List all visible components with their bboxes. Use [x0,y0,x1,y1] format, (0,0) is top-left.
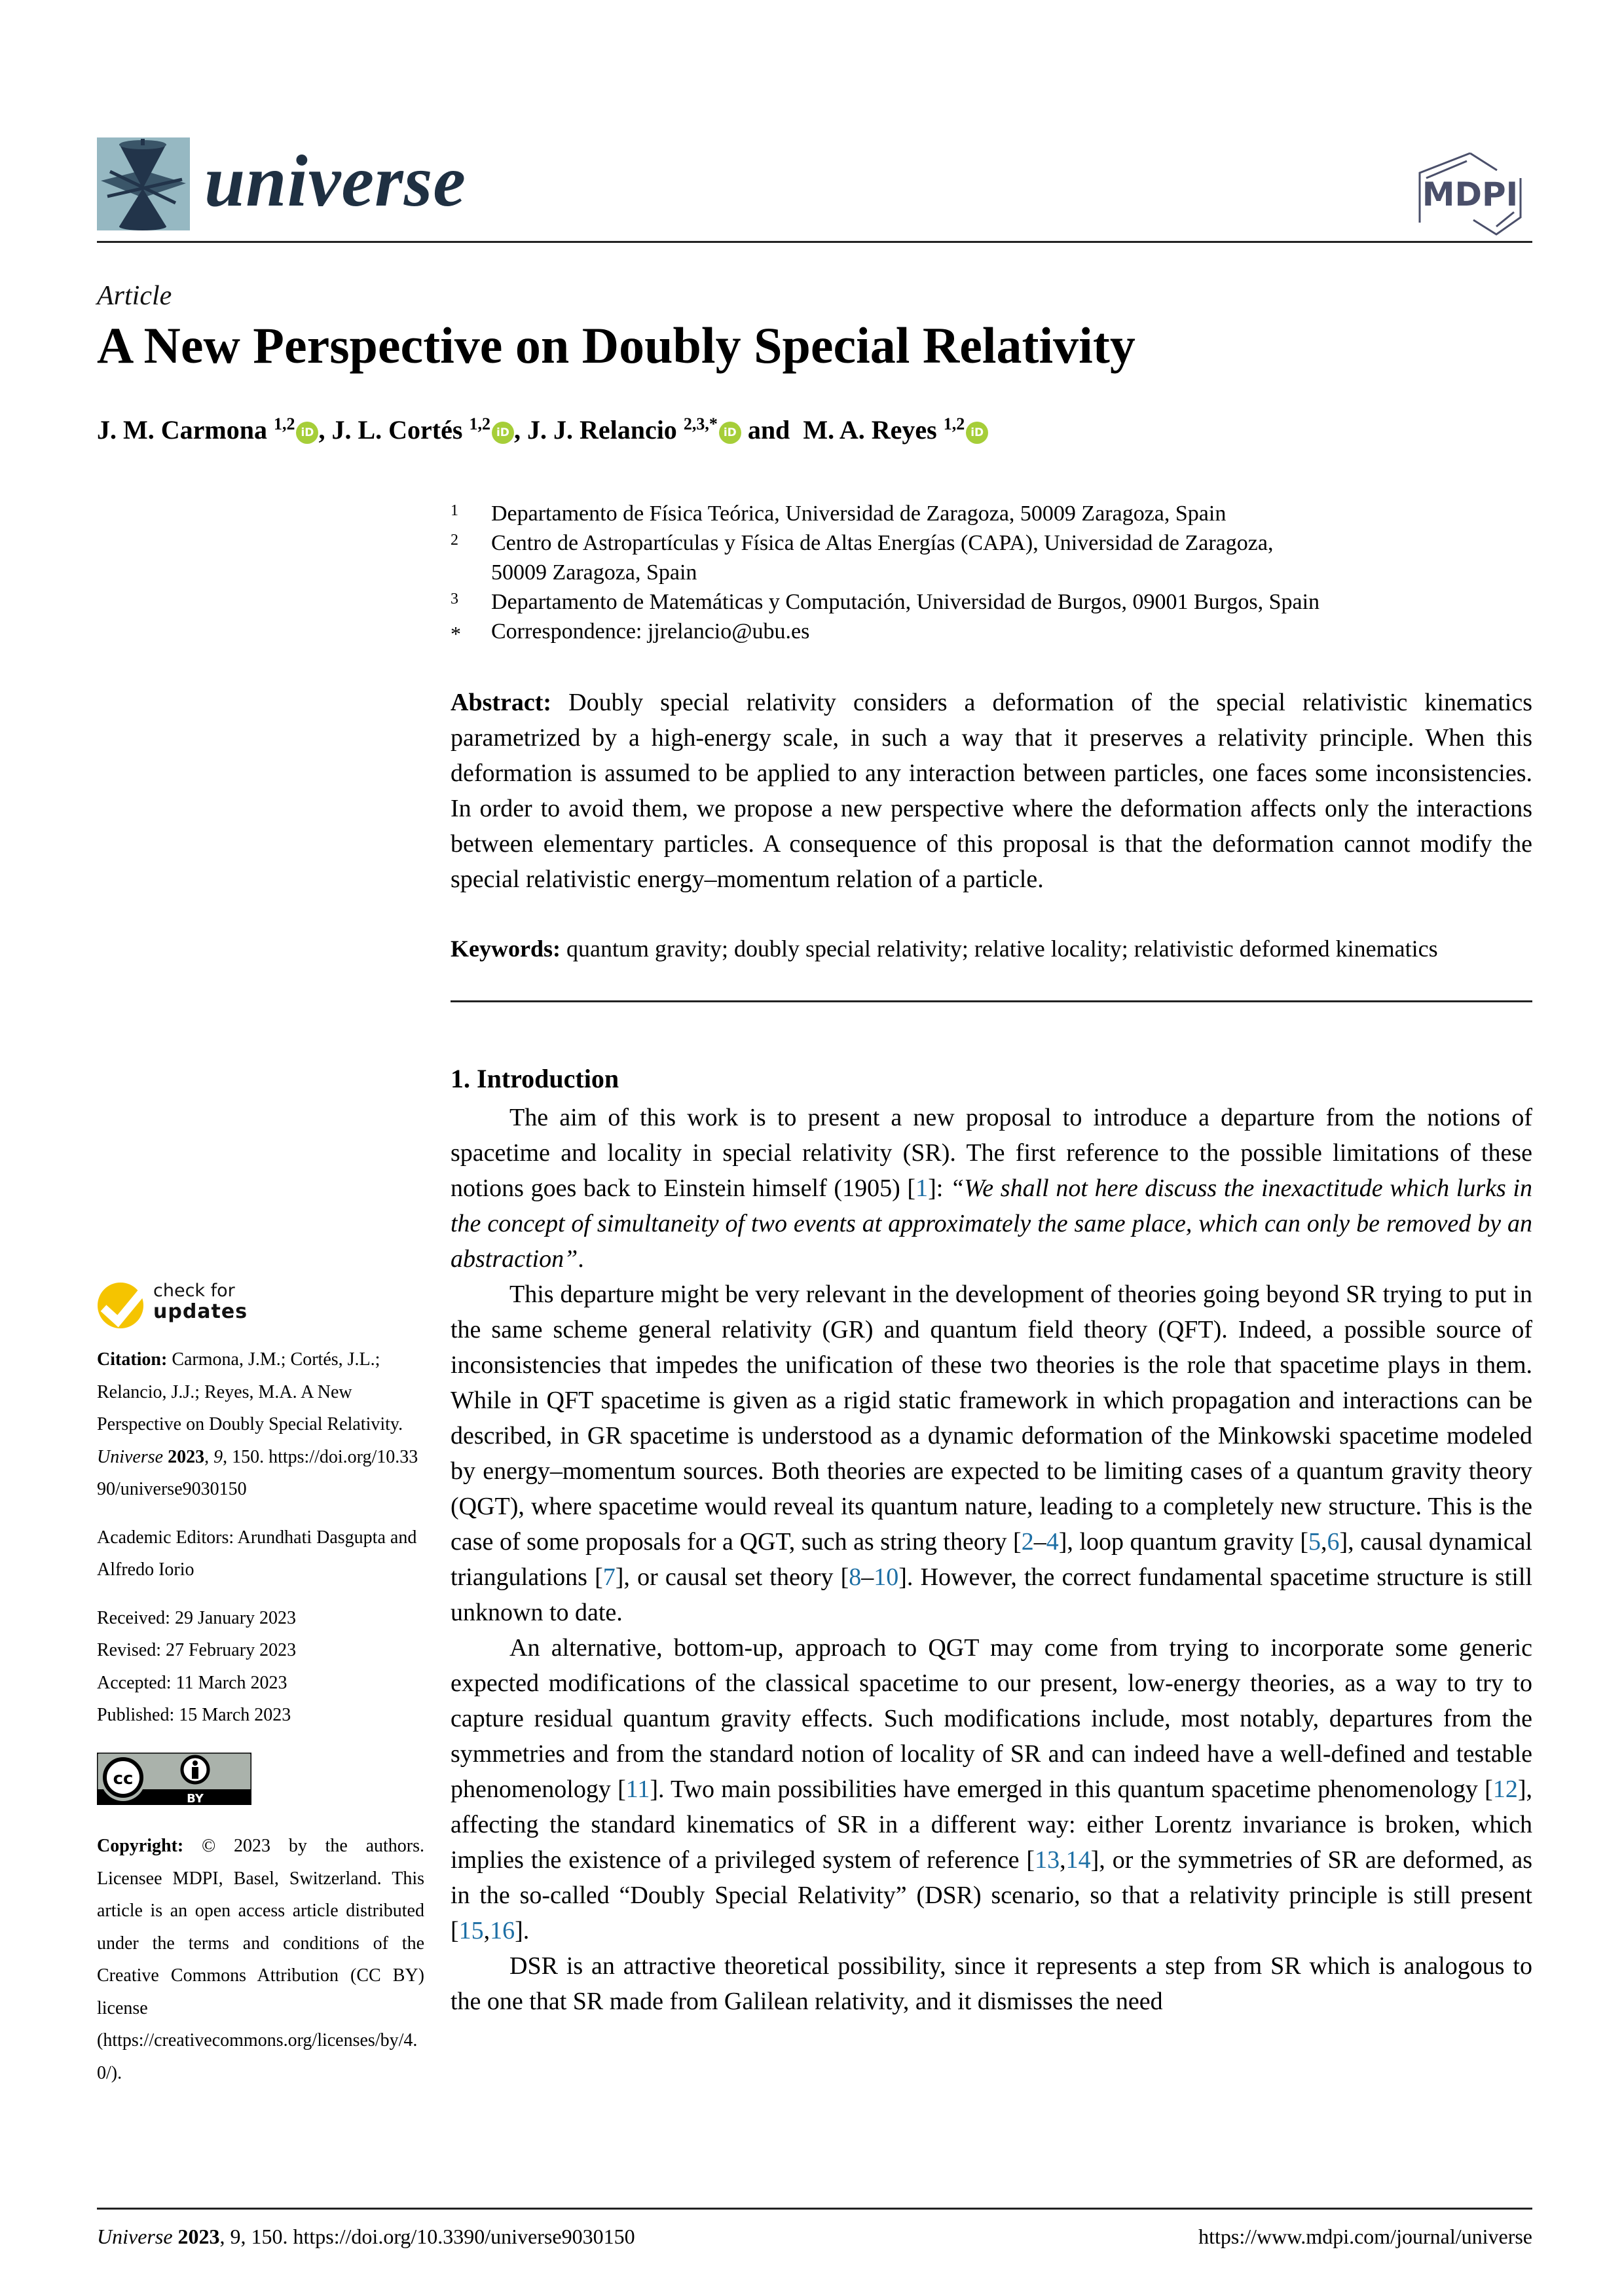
copyright-label: Copyright: [97,1836,184,1856]
accepted-date: Accepted: 11 March 2023 [97,1672,287,1693]
paragraph-text: ], or causal set theory [ [615,1563,849,1591]
updates-label: updates [153,1300,248,1323]
citation-link[interactable]: 5 [1308,1528,1321,1556]
paragraph-text: ]. [515,1917,530,1944]
citation-year: 2023 [168,1446,205,1467]
keywords [451,931,1564,966]
keywords-label: Keywords: [451,936,561,962]
orcid-icon[interactable]: iD [719,422,741,444]
received-date: Received: 29 January 2023 [97,1607,297,1628]
affiliation-text: Departamento de Matemáticas y Computación, Universidad de Burgos, 09001 Burgos, Spain [491,590,1320,614]
citation-link[interactable]: 15 [458,1917,484,1944]
affiliation-number: * [451,622,461,646]
citation-label: Citation: [97,1349,168,1370]
paragraph-text: ], causal dynamical triangulations [ [451,1528,1532,1591]
author-name[interactable]: J. M. Carmona [97,415,267,445]
citation-link[interactable]: 14 [1065,1846,1091,1874]
journal-logo-icon [97,137,190,230]
paragraph [451,1948,1532,2019]
citation-link[interactable]: 12 [1492,1776,1518,1803]
dates-block [97,1602,424,1732]
affiliations [451,499,1472,646]
author-affiliation: 2,3,* [683,414,718,433]
citation-link[interactable]: 8 [849,1563,862,1591]
citation-doi-link[interactable]: https://doi.org/10.3390/universe9030150 [97,1446,418,1499]
introduction-body [451,1100,1532,2019]
author-affiliation: 1,2 [943,414,965,433]
citation-link[interactable]: 11 [625,1776,650,1803]
affiliation-item [451,587,1472,617]
header-divider [97,241,1532,243]
paragraph-text: This departure might be very relevant in the development of theories going beyond SR trying to put in the same scheme general relativity (GR) and quantum field theory (QFT). Indeed, a possible source of inconsistencies that impedes the unification of these two theories is the role that spacetime plays in them. While in QFT spacetime is given as a rigid static framework in which propagation and interactions can be described, in GR spacetime is understood as a dynamic deformation of the Minkowski spacetime modeled by energy–momentum sources. Both theories are expected to be limiting cases of a quantum gravity theory (QGT), where spacetime would reveal its quantum nature, leading to a completely new structure. This is the case of some proposals for a QGT, such as string theory [ [451,1281,1532,1556]
abstract-label: Abstract: [451,689,552,716]
footer-year: 2023 [177,2225,220,2248]
academic-editors: Academic Editors: Arundhati Dasgupta and Alfredo Iorio [97,1527,417,1580]
affiliation-number: 2 [451,532,458,549]
citation-link[interactable]: 7 [602,1563,616,1591]
orcid-icon[interactable]: iD [296,422,318,444]
affiliation-item [451,617,1472,646]
published-date: Published: 15 March 2023 [97,1705,291,1725]
keywords-text: quantum gravity; doubly special relativity; relative locality; relativistic deformed kinematics [566,936,1438,962]
copyright-text: © 2023 by the authors. Licensee MDPI, Basel, Switzerland. This article is an open access article distributed under the terms and conditions of the Creative Commons Attribution (CC BY) license (https://creativecommons.org/licenses/by/4.0/). [97,1836,424,2083]
author-list [97,405,988,450]
paragraph [451,1630,1532,1948]
orcid-icon[interactable]: iD [492,422,514,444]
author-affiliation: 1,2 [273,414,295,433]
orcid-icon[interactable]: iD [966,422,988,444]
citation-separator: , [483,1917,490,1944]
mdpi-logo-icon [1408,152,1532,236]
by-text: BY [187,1791,204,1805]
section-heading: 1. Introduction [451,1064,619,1093]
paragraph-text: ], loop quantum gravity [ [1058,1528,1308,1556]
citation-link[interactable]: 13 [1035,1846,1060,1874]
abstract [451,685,1532,897]
correspondence-email[interactable]: Correspondence: jjrelancio@ubu.es [491,619,810,644]
copyright-block [97,1830,424,2089]
check-for-label: check for [153,1281,235,1301]
paragraph [451,1277,1532,1630]
affiliation-number: 1 [451,502,458,519]
author-separator: , [513,415,527,445]
citation-separator: , [1320,1528,1327,1556]
paragraph [451,1100,1532,1277]
citation-separator: – [1033,1528,1046,1556]
citation-text: Carmona, J.M.; Cortés, J.L.; Relancio, J.J.; Reyes, M.A. A New Perspective on Doubly Special Relativity. [97,1349,403,1434]
paragraph-text: ]: [928,1175,950,1202]
cc-by-license-icon[interactable] [97,1753,251,1805]
citation-block: Citation: Carmona, J.M.; Cortés, J.L.; Relancio, J.J.; Reyes, M.A. A New Perspective on Doubly Special Relativity. Universe 2023, 9, 150. https://doi.org/10.3390/universe9030150 [97,1349,418,1499]
abstract-divider [451,1000,1532,1002]
author-name[interactable]: J. J. Relancio [526,415,677,445]
footer-divider [97,2208,1532,2210]
footer-journal-url[interactable]: https://www.mdpi.com/journal/universe [1198,2225,1532,2248]
citation-link[interactable]: 10 [874,1563,899,1591]
citation-link[interactable]: 6 [1327,1528,1340,1556]
citation-link[interactable]: 4 [1046,1528,1059,1556]
check-for-updates-button[interactable] [97,1282,280,1330]
affiliation-text: Centro de Astropartículas y Física de Altas Energías (CAPA), Universidad de Zaragoza, 50009 Zaragoza, Spain [491,531,1274,585]
paragraph-text: The aim of this work is to present a new proposal to introduce a departure from the notions of spacetime and locality in special relativity (SR). The first reference to the possible limitations of these notions goes back to Einstein himself (1905) [ [451,1104,1532,1202]
citation-link[interactable]: 2 [1021,1528,1034,1556]
citation-link[interactable]: 1 [915,1175,929,1202]
abstract-text: Doubly special relativity considers a deformation of the special relativistic kinematics parametrized by a high-energy scale, in such a way that it preserves a relativity principle. When this deformation is assumed to be applied to any interaction between particles, one faces some inconsistencies. In order to avoid them, we propose a new perspective where the deformation affects only the interactions between elementary particles. A consequence of this proposal is that the deformation cannot modify the special relativistic energy–momentum relation of a particle. [451,689,1532,893]
checkmark-icon [97,1282,144,1329]
mdpi-text: MDPI [1422,175,1519,213]
affiliation-item [451,499,1472,528]
paragraph-text: DSR is an attractive theoretical possibility, since it represents a step from SR which is analogous to the one that SR made from Galilean relativity, and it dismisses the need [451,1952,1532,2015]
citation-link[interactable]: 16 [490,1917,515,1944]
footer-citation [97,2225,635,2249]
article-title: A New Perspective on Doubly Special Relativity [97,317,1135,374]
footer-journal: Universe [97,2225,173,2248]
sidebar [97,1343,424,2105]
affiliation-text: Departamento de Física Teórica, Universidad de Zaragoza, 50009 Zaragoza, Spain [491,501,1227,526]
paragraph-text: ]. Two main possibilities have emerged in this quantum spacetime phenomenology [ [650,1776,1493,1803]
revised-date: Revised: 27 February 2023 [97,1640,297,1660]
author-name[interactable]: J. L. Cortés [331,415,463,445]
author-separator: , [318,415,332,445]
author-separator: and [741,415,797,445]
citation-volume: 9 [213,1446,223,1467]
author-name[interactable]: M. A. Reyes [803,415,937,445]
paragraph-text: ], or the symmetries of SR are deformed, as in the so-called “Doubly Special Relativity” (DSR) scenario, so that a relativity principle is still present [ [451,1846,1532,1944]
paragraph-text: ], affecting the standard kinematics of SR in a different way: either Lorentz invariance is broken, which implies the existence of a privileged system of reference [ [451,1776,1532,1874]
citation-pages: 150. [232,1446,265,1467]
einstein-quote: “We shall not here discuss the inexactitude which lurks in the concept of simultaneity of two events at approximately the same place, which can only be removed by an abstraction” [451,1175,1532,1273]
paragraph-text: ]. However, the correct fundamental spacetime structure is still unknown to date. [451,1563,1533,1626]
affiliation-number: 3 [451,591,458,608]
citation-journal: Universe [97,1446,164,1467]
citation-separator: – [861,1563,874,1591]
citation-separator: , [1060,1846,1066,1874]
paragraph-text: . [578,1245,584,1273]
author-affiliation: 1,2 [469,414,490,433]
article-type: Article [97,281,172,311]
footer-doi-link[interactable]: , 9, 150. https://doi.org/10.3390/universe9030150 [219,2225,635,2248]
paragraph-text: An alternative, bottom-up, approach to QGT may come from trying to incorporate some generic expected modifications of the classical spacetime to our present, low-energy theories, as a way to try to capture residual quantum gravity effects. Such modifications include, most notably, departures from the symmetries and from the standard notion of locality of SR and can indeed have a well-defined and testable phenomenology [ [451,1634,1532,1803]
cc-text: cc [113,1768,134,1789]
affiliation-item [451,528,1316,587]
journal-name: universe [204,141,466,222]
